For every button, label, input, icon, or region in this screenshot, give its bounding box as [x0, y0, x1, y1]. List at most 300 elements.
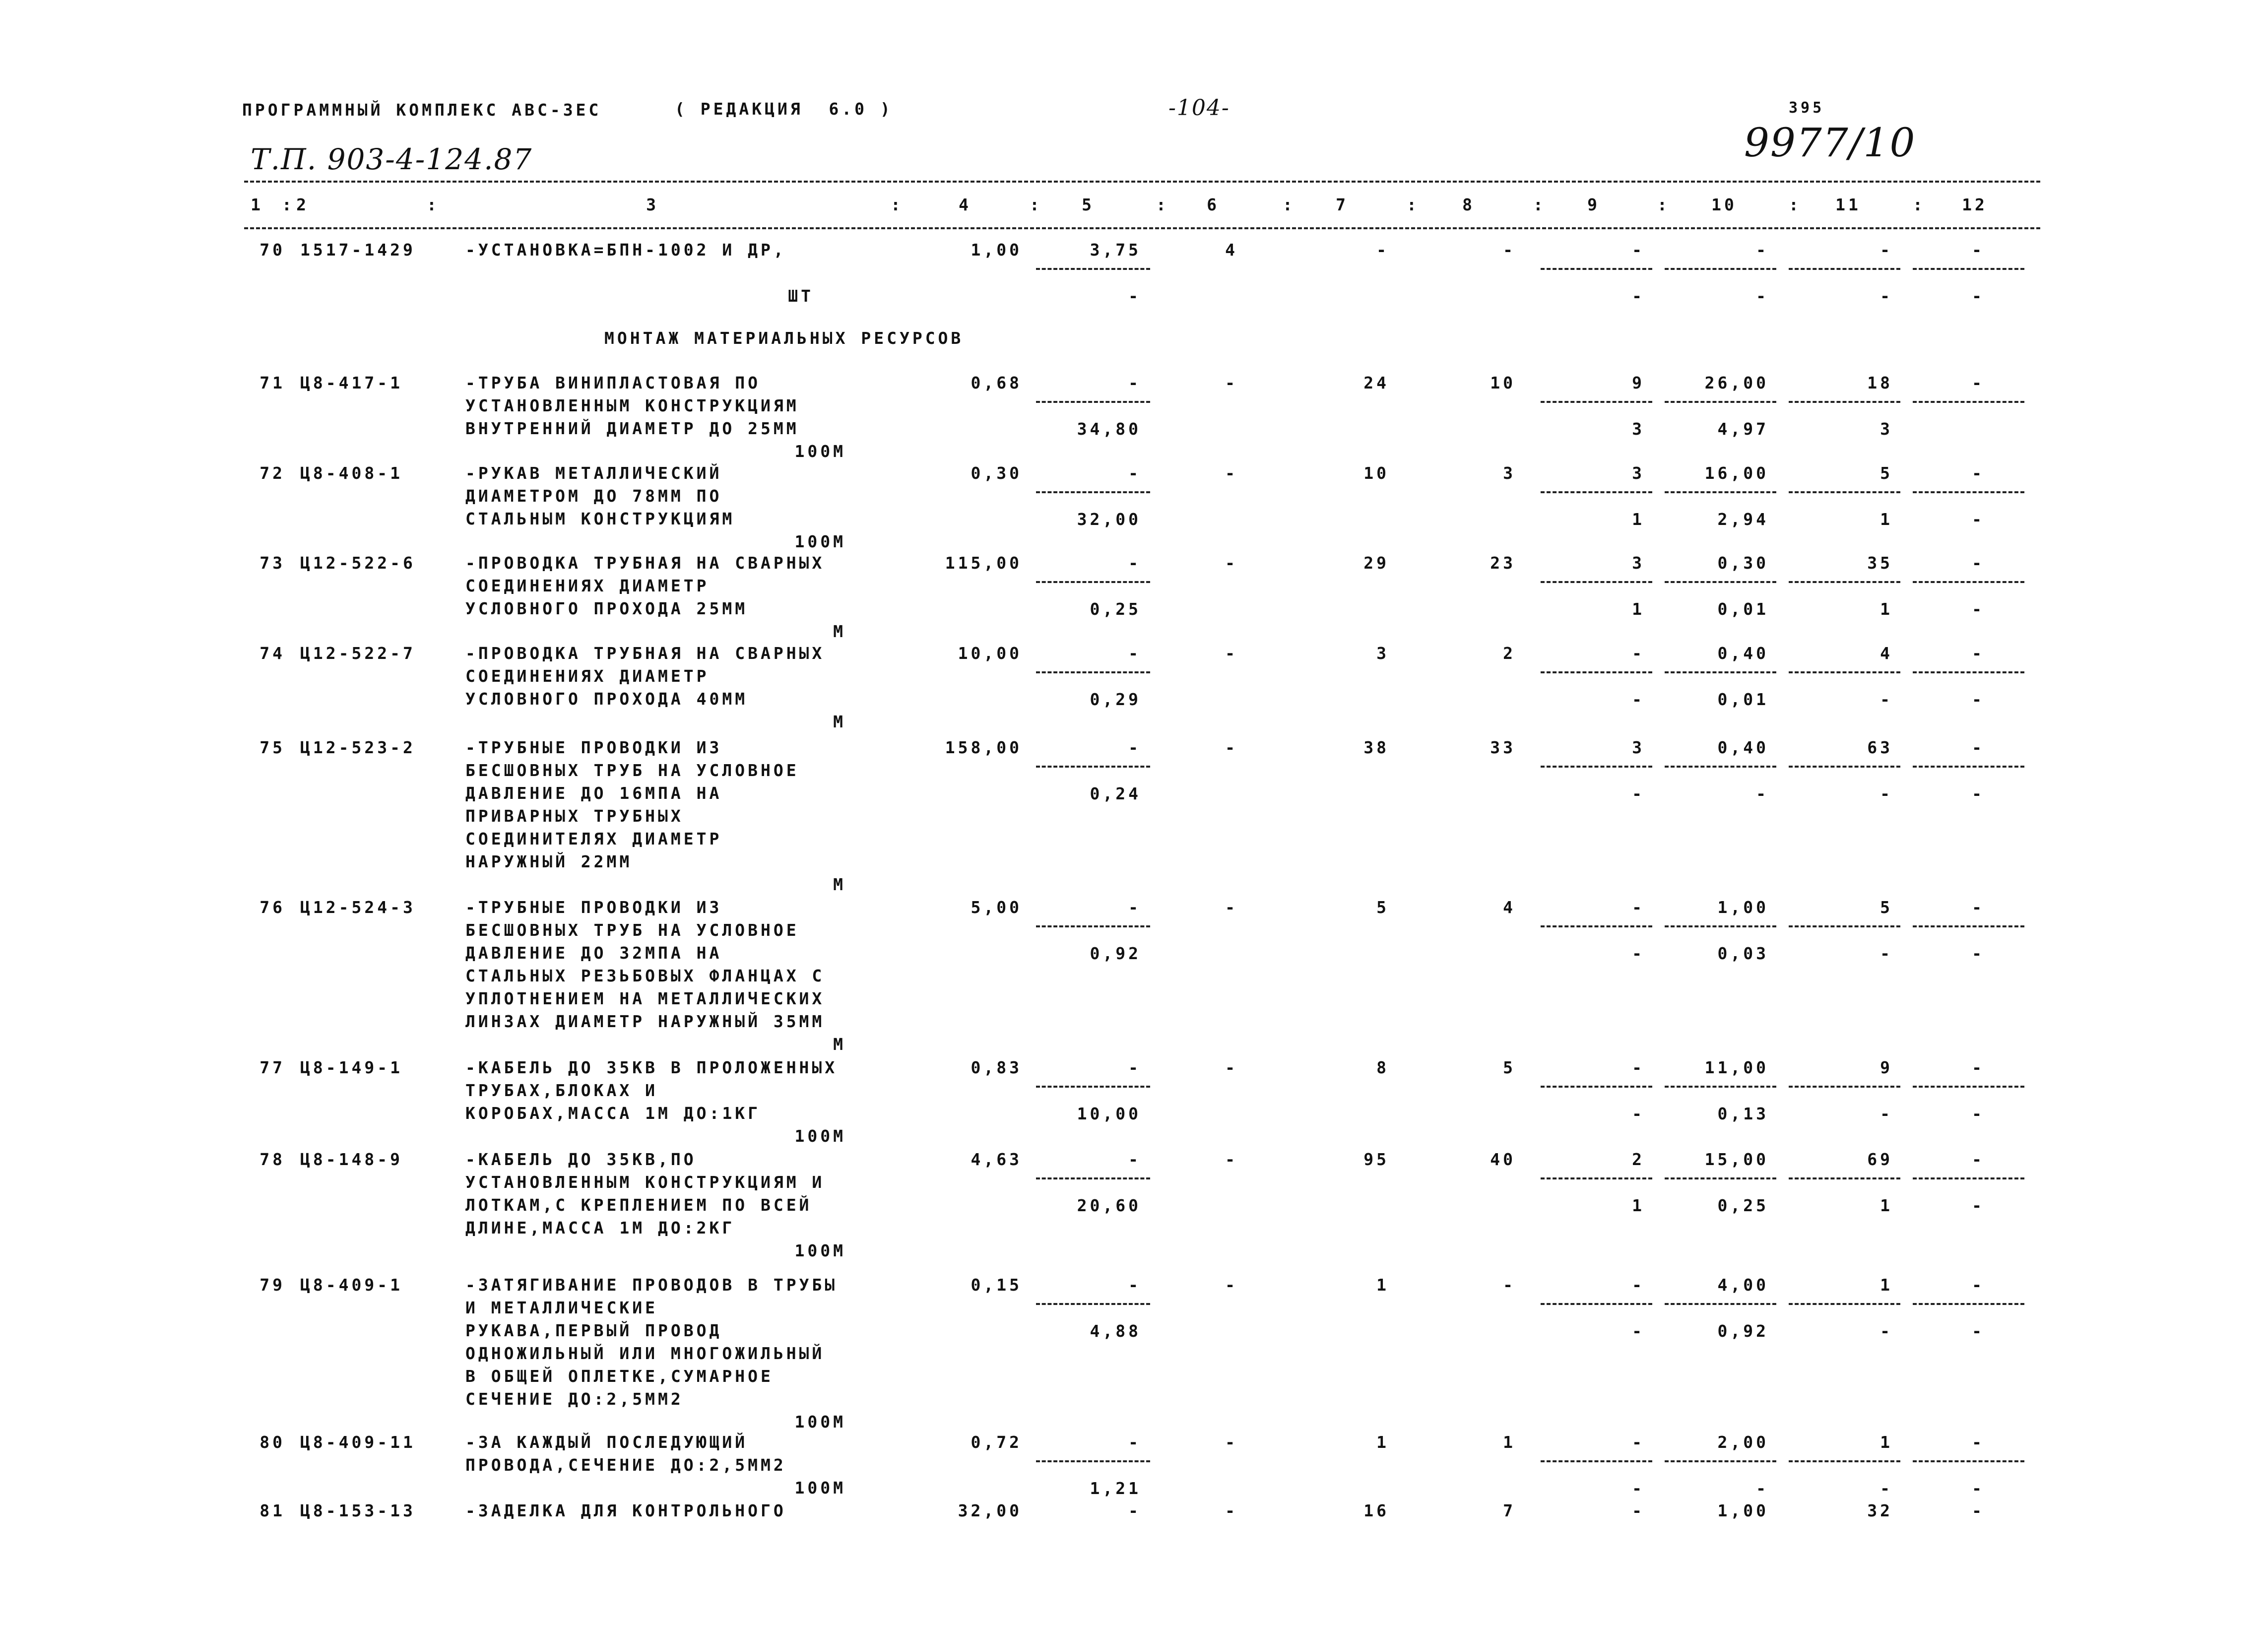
fraction-divider — [1789, 925, 1900, 927]
work-description-line: -КАБЕЛЬ ДО 35КВ,ПО — [465, 1150, 697, 1169]
rate-code: Ц12-522-6 — [300, 553, 416, 573]
work-description-line: -ПРОВОДКА ТРУБНАЯ НА СВАРНЫХ — [465, 553, 825, 573]
row-number: 73 — [259, 553, 285, 573]
value-col-12-lower: - — [1972, 944, 1985, 963]
work-description-line: -КАБЕЛЬ ДО 35КВ В ПРОЛОЖЕННЫХ — [465, 1058, 838, 1077]
value-col-8: 7 — [1503, 1501, 1516, 1520]
fraction-divider — [1789, 671, 1900, 673]
work-description-line: -РУКАВ МЕТАЛЛИЧЕСКИЙ — [465, 463, 722, 483]
fraction-divider — [1036, 581, 1150, 583]
value-col-10-lower: 0,92 — [1717, 1321, 1769, 1341]
fraction-divider — [1541, 925, 1652, 927]
value-col-5-lower: - — [1128, 286, 1141, 306]
work-description-line: -ТРУБНЫЕ ПРОВОДКИ ИЗ — [465, 898, 722, 917]
value-col-9: - — [1632, 240, 1645, 260]
rate-code: Ц8-409-11 — [300, 1433, 416, 1452]
fraction-divider — [1789, 581, 1900, 583]
value-col-9: 3 — [1632, 553, 1645, 573]
value-col-9: 9 — [1632, 373, 1645, 392]
fraction-divider — [1541, 766, 1652, 768]
value-col-10-lower: - — [1756, 286, 1769, 306]
value-col-8: 3 — [1503, 463, 1516, 483]
work-description-line: ОДНОЖИЛЬНЫЙ ИЛИ МНОГОЖИЛЬНЫЙ — [465, 1344, 825, 1363]
value-col-11: 1 — [1880, 1433, 1893, 1452]
fraction-divider — [1541, 491, 1652, 493]
value-col-11-lower: 1 — [1880, 510, 1893, 529]
value-col-5: - — [1128, 1433, 1141, 1452]
work-description-line: -ПРОВОДКА ТРУБНАЯ НА СВАРНЫХ — [465, 644, 825, 663]
value-col-8: 23 — [1490, 553, 1516, 573]
unit-label: 100М — [794, 1412, 846, 1432]
fraction-divider — [1913, 1177, 2024, 1179]
value-col-10: 1,00 — [1717, 898, 1769, 917]
work-description-line: УСТАНОВЛЕННЫМ КОНСТРУКЦИЯМ — [465, 396, 799, 415]
value-col-6: - — [1225, 1150, 1238, 1169]
rate-code: Ц8-409-1 — [300, 1275, 403, 1295]
document-code: Т.П. 903-4-124.87 — [251, 142, 533, 176]
value-col-12: - — [1972, 1058, 1985, 1077]
value-col-10: 26,00 — [1704, 373, 1769, 392]
row-number: 71 — [259, 373, 285, 392]
value-col-9: - — [1632, 1275, 1645, 1295]
fraction-divider — [1036, 671, 1150, 673]
value-col-5: - — [1128, 898, 1141, 917]
archive-number: 9977/10 — [1744, 120, 1916, 166]
fraction-divider — [1913, 1460, 2024, 1462]
value-col-9: - — [1632, 1058, 1645, 1077]
fraction-divider — [1665, 925, 1776, 927]
value-col-4: 0,30 — [971, 463, 1022, 483]
value-col-9-lower: - — [1632, 1104, 1645, 1123]
value-col-11: 32 — [1867, 1501, 1893, 1520]
unit-label: 100М — [794, 1126, 846, 1146]
value-col-11: 63 — [1867, 738, 1893, 757]
work-description-line: -ТРУБНЫЕ ПРОВОДКИ ИЗ — [465, 738, 722, 757]
work-description-line: -УСТАНОВКА=БПН-1002 И ДР, — [465, 240, 786, 260]
work-description-line: УСТАНОВЛЕННЫМ КОНСТРУКЦИЯМ И — [465, 1173, 825, 1192]
value-col-9-lower: 3 — [1632, 419, 1645, 439]
value-col-12: - — [1972, 463, 1985, 483]
column-header-2: 2 — [296, 195, 309, 214]
value-col-5-lower: 0,92 — [1090, 944, 1141, 963]
value-col-8: 5 — [1503, 1058, 1516, 1077]
value-col-11-lower: - — [1880, 1104, 1893, 1123]
fraction-divider — [1036, 401, 1150, 403]
fraction-divider — [1541, 401, 1652, 403]
value-col-4: 32,00 — [958, 1501, 1022, 1520]
work-description-line: -ТРУБА ВИНИПЛАСТОВАЯ ПО — [465, 373, 761, 392]
value-col-8: 10 — [1490, 373, 1516, 392]
fraction-divider — [1541, 1177, 1652, 1179]
work-description-line: ДАВЛЕНИЕ ДО 16МПА НА — [465, 783, 722, 803]
value-col-5: - — [1128, 1058, 1141, 1077]
value-col-8: - — [1503, 240, 1516, 260]
value-col-12: - — [1972, 373, 1985, 392]
value-col-9: 3 — [1632, 463, 1645, 483]
value-col-10-lower: 2,94 — [1717, 510, 1769, 529]
unit-label: 100М — [794, 532, 846, 551]
value-col-10-lower: 0,13 — [1717, 1104, 1769, 1123]
fraction-divider — [1789, 491, 1900, 493]
value-col-9: - — [1632, 1501, 1645, 1520]
value-col-12-lower: - — [1972, 510, 1985, 529]
column-header-11: 11 — [1835, 195, 1861, 214]
column-separator: : — [1789, 195, 1802, 214]
column-separator: : — [1407, 195, 1420, 214]
work-description-line: ДЛИНЕ,МАССА 1М ДО:2КГ — [465, 1218, 735, 1238]
column-header-6: 6 — [1207, 195, 1220, 214]
column-separator: : — [1533, 195, 1546, 214]
value-col-9-lower: - — [1632, 1479, 1645, 1498]
value-col-6: - — [1225, 644, 1238, 663]
work-description-line: УСЛОВНОГО ПРОХОДА 25ММ — [465, 599, 748, 618]
work-description-line: РУКАВА,ПЕРВЫЙ ПРОВОД — [465, 1321, 722, 1340]
value-col-10: 16,00 — [1704, 463, 1769, 483]
value-col-4: 158,00 — [945, 738, 1022, 757]
work-description-line: ДИАМЕТРОМ ДО 78ММ ПО — [465, 486, 722, 506]
work-description-line: -ЗА КАЖДЫЙ ПОСЛЕДУЮЩИЙ — [465, 1433, 748, 1452]
value-col-10: 11,00 — [1704, 1058, 1769, 1077]
value-col-10: 1,00 — [1717, 1501, 1769, 1520]
value-col-6: - — [1225, 1501, 1238, 1520]
value-col-9: - — [1632, 898, 1645, 917]
fraction-divider — [1789, 766, 1900, 768]
value-col-11-lower: - — [1880, 1321, 1893, 1341]
value-col-9: 3 — [1632, 738, 1645, 757]
program-name: ПРОГРАММНЫЙ КОМПЛЕКС АВС-3ЕС — [242, 100, 602, 120]
unit-label: М — [833, 1035, 846, 1054]
value-col-7: 29 — [1363, 553, 1389, 573]
value-col-9-lower: - — [1632, 944, 1645, 963]
value-col-9-lower: 1 — [1632, 510, 1645, 529]
value-col-11: 69 — [1867, 1150, 1893, 1169]
value-col-11: 18 — [1867, 373, 1893, 392]
work-description-line: ЛИНЗАХ ДИАМЕТР НАРУЖНЫЙ 35ММ — [465, 1012, 825, 1031]
value-col-5-lower: 0,25 — [1090, 599, 1141, 619]
fraction-divider — [1913, 491, 2024, 493]
value-col-9-lower: - — [1632, 784, 1645, 803]
value-col-10: 0,40 — [1717, 738, 1769, 757]
value-col-11: - — [1880, 240, 1893, 260]
value-col-11-lower: 3 — [1880, 419, 1893, 439]
fraction-divider — [1665, 491, 1776, 493]
fraction-divider — [1665, 581, 1776, 583]
value-col-8: 4 — [1503, 898, 1516, 917]
work-description-line: ПРОВОДА,СЕЧЕНИЕ ДО:2,5ММ2 — [465, 1455, 786, 1475]
value-col-4: 0,68 — [971, 373, 1022, 392]
value-col-7: 95 — [1363, 1150, 1389, 1169]
unit-label: 100М — [794, 1241, 846, 1260]
fraction-divider — [1541, 671, 1652, 673]
value-col-10: 0,40 — [1717, 644, 1769, 663]
column-header-4: 4 — [959, 195, 972, 214]
work-description-line: СЕЧЕНИЕ ДО:2,5ММ2 — [465, 1389, 684, 1409]
fraction-divider — [1789, 268, 1900, 270]
value-col-5-lower: 0,29 — [1090, 690, 1141, 709]
work-description-line: СТАЛЬНЫХ РЕЗЬБОВЫХ ФЛАНЦАХ С — [465, 966, 825, 985]
value-col-12-lower: - — [1972, 1479, 1985, 1498]
value-col-11-lower: - — [1880, 690, 1893, 709]
value-col-12: - — [1972, 1275, 1985, 1295]
fraction-divider — [1665, 1303, 1776, 1305]
header-rule-top — [244, 181, 2040, 183]
value-col-4: 10,00 — [958, 644, 1022, 663]
value-col-8: 40 — [1490, 1150, 1516, 1169]
value-col-6: - — [1225, 373, 1238, 392]
value-col-7: 10 — [1363, 463, 1389, 483]
work-description-line: СТАЛЬНЫМ КОНСТРУКЦИЯМ — [465, 509, 735, 528]
value-col-9: - — [1632, 644, 1645, 663]
header-rule-bottom — [244, 227, 2040, 229]
value-col-6: - — [1225, 738, 1238, 757]
rate-code: Ц8-408-1 — [300, 463, 403, 483]
work-description-line: ДАВЛЕНИЕ ДО 32МПА НА — [465, 943, 722, 963]
value-col-12: - — [1972, 553, 1985, 573]
column-header-12: 12 — [1962, 195, 1988, 214]
column-header-7: 7 — [1336, 195, 1349, 214]
rate-code: Ц8-153-13 — [300, 1501, 416, 1520]
value-col-10: 0,30 — [1717, 553, 1769, 573]
section-title: МОНТАЖ МАТЕРИАЛЬНЫХ РЕСУРСОВ — [604, 328, 964, 348]
value-col-6: 4 — [1225, 240, 1238, 260]
fraction-divider — [1665, 766, 1776, 768]
value-col-5-lower: 32,00 — [1077, 510, 1141, 529]
page-mark: -104- — [1168, 95, 1230, 121]
value-col-11-lower: 1 — [1880, 599, 1893, 619]
value-col-5-lower: 4,88 — [1090, 1321, 1141, 1341]
fraction-divider — [1541, 1460, 1652, 1462]
fraction-divider — [1789, 1460, 1900, 1462]
row-number: 77 — [259, 1058, 285, 1077]
value-col-8: 2 — [1503, 644, 1516, 663]
value-col-4: 0,15 — [971, 1275, 1022, 1295]
value-col-9-lower: - — [1632, 690, 1645, 709]
value-col-4: 115,00 — [945, 553, 1022, 573]
column-separator: : — [891, 195, 904, 214]
fraction-divider — [1036, 766, 1150, 768]
value-col-10-lower: 0,03 — [1717, 944, 1769, 963]
value-col-8: 33 — [1490, 738, 1516, 757]
value-col-5-lower: 34,80 — [1077, 419, 1141, 439]
fraction-divider — [1541, 1086, 1652, 1088]
work-description-line: ПРИВАРНЫХ ТРУБНЫХ — [465, 806, 684, 826]
work-description-line: КОРОБАХ,МАССА 1М ДО:1КГ — [465, 1104, 761, 1123]
value-col-12: - — [1972, 1150, 1985, 1169]
row-number: 81 — [259, 1501, 285, 1520]
column-header-8: 8 — [1462, 195, 1475, 214]
value-col-11-lower: - — [1880, 1479, 1893, 1498]
value-col-7: 38 — [1363, 738, 1389, 757]
value-col-6: - — [1225, 1275, 1238, 1295]
fraction-divider — [1541, 1303, 1652, 1305]
value-col-9-lower: 1 — [1632, 1196, 1645, 1215]
work-description-line: -ЗАТЯГИВАНИЕ ПРОВОДОВ В ТРУБЫ — [465, 1275, 838, 1295]
fraction-divider — [1541, 268, 1652, 270]
work-description-line: СОЕДИНИТЕЛЯХ ДИАМЕТР — [465, 829, 722, 848]
value-col-11-lower: - — [1880, 286, 1893, 306]
fraction-divider — [1036, 925, 1150, 927]
value-col-5: - — [1128, 463, 1141, 483]
column-separator: : — [1030, 195, 1042, 214]
column-header-9: 9 — [1587, 195, 1600, 214]
row-number: 74 — [259, 644, 285, 663]
value-col-11: 35 — [1867, 553, 1893, 573]
value-col-11-lower: - — [1880, 784, 1893, 803]
value-col-6: - — [1225, 553, 1238, 573]
value-col-10-lower: 0,25 — [1717, 1196, 1769, 1215]
rate-code: Ц12-524-3 — [300, 898, 416, 917]
rate-code: Ц8-148-9 — [300, 1150, 403, 1169]
value-col-7: 16 — [1363, 1501, 1389, 1520]
value-col-11: 9 — [1880, 1058, 1893, 1077]
column-separator: : — [427, 195, 440, 214]
value-col-9-lower: - — [1632, 286, 1645, 306]
column-separator: : — [282, 195, 295, 214]
column-separator: : — [1156, 195, 1169, 214]
value-col-12-lower: - — [1972, 1196, 1985, 1215]
value-col-12-lower: - — [1972, 599, 1985, 619]
page-number: 395 — [1789, 99, 1825, 117]
fraction-divider — [1913, 1086, 2024, 1088]
fraction-divider — [1541, 581, 1652, 583]
work-description-line: ВНУТРЕННИЙ ДИАМЕТР ДО 25ММ — [465, 419, 799, 438]
value-col-8: - — [1503, 1275, 1516, 1295]
row-number: 80 — [259, 1433, 285, 1452]
value-col-12: - — [1972, 644, 1985, 663]
value-col-9: - — [1632, 1433, 1645, 1452]
value-col-11-lower: 1 — [1880, 1196, 1893, 1215]
fraction-divider — [1665, 401, 1776, 403]
value-col-5-lower: 0,24 — [1090, 784, 1141, 803]
work-description-line: СОЕДИНЕНИЯХ ДИАМЕТР — [465, 666, 710, 686]
fraction-divider — [1036, 1177, 1150, 1179]
column-separator: : — [1913, 195, 1926, 214]
rate-code: Ц8-417-1 — [300, 373, 403, 392]
value-col-4: 0,72 — [971, 1433, 1022, 1452]
value-col-9: 2 — [1632, 1150, 1645, 1169]
value-col-10-lower: 4,97 — [1717, 419, 1769, 439]
edition-label: ( РЕДАКЦИЯ 6.0 ) — [675, 99, 893, 119]
fraction-divider — [1665, 671, 1776, 673]
value-col-4: 4,63 — [971, 1150, 1022, 1169]
value-col-5: - — [1128, 553, 1141, 573]
value-col-12: - — [1972, 738, 1985, 757]
unit-label: 100М — [794, 1478, 846, 1498]
fraction-divider — [1913, 268, 2024, 270]
work-description-line: -ЗАДЕЛКА ДЛЯ КОНТРОЛЬНОГО — [465, 1501, 786, 1520]
work-description-line: УСЛОВНОГО ПРОХОДА 40ММ — [465, 689, 748, 709]
work-description-line: БЕСШОВНЫХ ТРУБ НА УСЛОВНОЕ — [465, 761, 799, 780]
value-col-5: - — [1128, 1501, 1141, 1520]
value-col-10: 15,00 — [1704, 1150, 1769, 1169]
fraction-divider — [1665, 1177, 1776, 1179]
value-col-12: - — [1972, 1501, 1985, 1520]
fraction-divider — [1913, 925, 2024, 927]
fraction-divider — [1789, 401, 1900, 403]
column-separator: : — [1283, 195, 1296, 214]
value-col-12-lower: - — [1972, 690, 1985, 709]
value-col-5: - — [1128, 373, 1141, 392]
work-description-line: НАРУЖНЫЙ 22ММ — [465, 852, 633, 871]
value-col-5-lower: 1,21 — [1090, 1479, 1141, 1498]
value-col-4: 1,00 — [971, 240, 1022, 260]
value-col-10-lower: - — [1756, 1479, 1769, 1498]
fraction-divider — [1036, 491, 1150, 493]
column-header-3: 3 — [646, 195, 659, 214]
value-col-7: 5 — [1376, 898, 1389, 917]
fraction-divider — [1665, 268, 1776, 270]
value-col-7: 3 — [1376, 644, 1389, 663]
value-col-5: - — [1128, 738, 1141, 757]
value-col-5: - — [1128, 644, 1141, 663]
value-col-11: 5 — [1880, 463, 1893, 483]
value-col-5: - — [1128, 1275, 1141, 1295]
column-header-10: 10 — [1711, 195, 1737, 214]
fraction-divider — [1913, 671, 2024, 673]
fraction-divider — [1036, 1086, 1150, 1088]
fraction-divider — [1665, 1460, 1776, 1462]
column-header-1: 1 — [251, 195, 263, 214]
value-col-6: - — [1225, 463, 1238, 483]
value-col-11: 4 — [1880, 644, 1893, 663]
value-col-7: - — [1376, 240, 1389, 260]
fraction-divider — [1036, 268, 1150, 270]
unit-label: М — [833, 712, 846, 731]
column-separator: : — [1657, 195, 1670, 214]
rate-code: Ц12-522-7 — [300, 644, 416, 663]
fraction-divider — [1036, 1303, 1150, 1305]
fraction-divider — [1036, 1460, 1150, 1462]
fraction-divider — [1789, 1303, 1900, 1305]
value-col-12-lower: - — [1972, 286, 1985, 306]
row-number: 70 — [259, 240, 285, 260]
value-col-12-lower: - — [1972, 1104, 1985, 1123]
work-description-line: ЛОТКАМ,С КРЕПЛЕНИЕМ ПО ВСЕЙ — [465, 1195, 812, 1215]
value-col-5-lower: 10,00 — [1077, 1104, 1141, 1123]
value-col-5: 3,75 — [1090, 240, 1141, 260]
value-col-10-lower: 0,01 — [1717, 690, 1769, 709]
work-description-line: ТРУБАХ,БЛОКАХ И — [465, 1081, 658, 1100]
value-col-4: 5,00 — [971, 898, 1022, 917]
fraction-divider — [1789, 1086, 1900, 1088]
work-description-line: УПЛОТНЕНИЕМ НА МЕТАЛЛИЧЕСКИХ — [465, 989, 825, 1008]
unit-label: М — [833, 875, 846, 894]
value-col-6: - — [1225, 1433, 1238, 1452]
value-col-10: 2,00 — [1717, 1433, 1769, 1452]
value-col-12: - — [1972, 1433, 1985, 1452]
value-col-7: 24 — [1363, 373, 1389, 392]
value-col-7: 8 — [1376, 1058, 1389, 1077]
value-col-5-lower: 20,60 — [1077, 1196, 1141, 1215]
row-number: 76 — [259, 898, 285, 917]
value-col-12: - — [1972, 898, 1985, 917]
fraction-divider — [1665, 1086, 1776, 1088]
row-number: 72 — [259, 463, 285, 483]
value-col-7: 1 — [1376, 1275, 1389, 1295]
value-col-4: 0,83 — [971, 1058, 1022, 1077]
value-col-10-lower: 0,01 — [1717, 599, 1769, 619]
row-number: 79 — [259, 1275, 285, 1295]
value-col-9-lower: 1 — [1632, 599, 1645, 619]
work-description-line: И МЕТАЛЛИЧЕСКИЕ — [465, 1298, 658, 1317]
value-col-5: - — [1128, 1150, 1141, 1169]
value-col-6: - — [1225, 898, 1238, 917]
value-col-12-lower: - — [1972, 1321, 1985, 1341]
value-col-11: 1 — [1880, 1275, 1893, 1295]
value-col-11-lower: - — [1880, 944, 1893, 963]
unit-label: ШТ — [788, 286, 814, 306]
value-col-12: - — [1972, 240, 1985, 260]
